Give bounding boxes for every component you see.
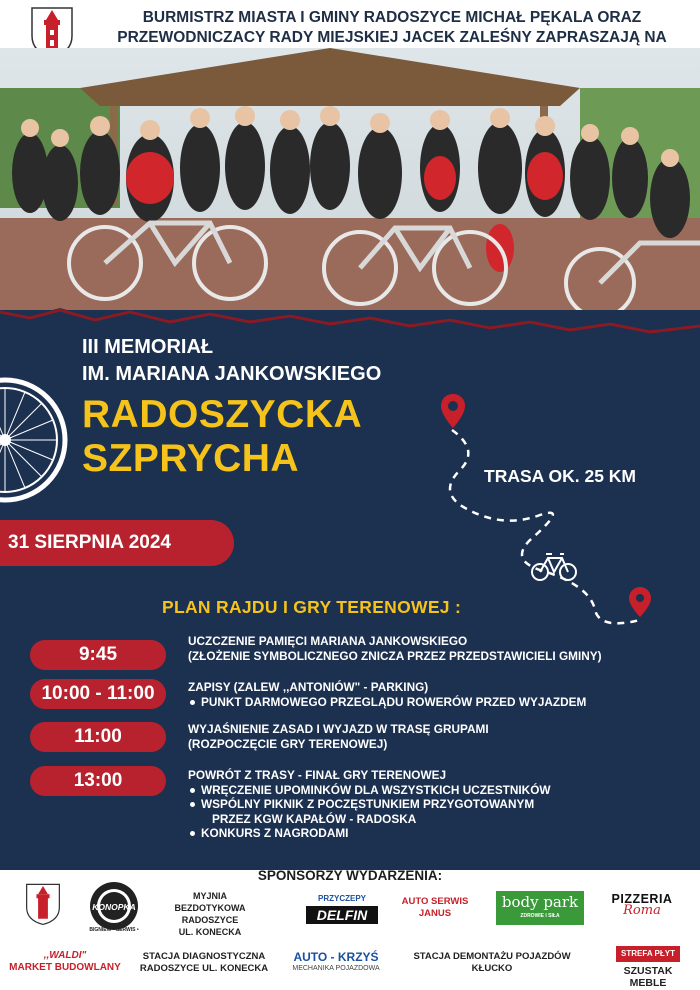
sponsor-line: STACJA DIAGNOSTYCZNA: [142, 951, 266, 962]
sponsor-line: MYJNIA BEZDOTYKOWA: [174, 891, 246, 913]
pizzeria-sub: Roma: [623, 903, 661, 918]
auto-krzys-sub: MECHANIKA POJAZDOWA: [292, 965, 380, 972]
sponsor-line: UL. KONECKA: [178, 927, 242, 937]
bicycle-wheel-icon: [0, 375, 70, 505]
pizzeria-label: PIZZERIA: [611, 892, 673, 906]
bodypark-label: body park: [501, 893, 579, 911]
schedule-bullet: PUNKT DARMOWEGO PRZEGLĄDU ROWERÓW PRZED WYJAZDEM: [188, 695, 586, 710]
schedule-text: WYJAŚNIENIE ZASAD I WYJAZD W TRASĘ GRUPAMI: [188, 722, 489, 736]
route-length: TRASA OK. 25 KM: [484, 466, 637, 486]
schedule-item: [188, 634, 602, 663]
konopka-text: KONOPKA: [92, 902, 136, 912]
delfin-top: PRZYCZEPY: [317, 894, 366, 903]
sponsor-delfin: [306, 893, 378, 924]
sponsor-stacja-diagnostyczna: [138, 951, 270, 975]
memorial-line-1: III MEMORIAŁ: [82, 336, 214, 358]
schedule-text: (ZŁOŻENIE SYMBOLICZNEGO ZNICZA PRZEZ PRZEDSTAWICIELI GMINY): [188, 648, 602, 663]
sponsor-myjnia: [158, 890, 262, 938]
sponsor-stacja-demontazu: [404, 951, 580, 975]
town-crest-icon: [25, 882, 61, 926]
sponsor-line: JANUS: [418, 908, 452, 919]
memorial-heading: [82, 334, 381, 388]
schedule-bullet-continuation: PRZEZ KGW KAPAŁÓW - RADOSKA: [212, 811, 417, 826]
bicycle-icon: [532, 554, 576, 580]
sponsor-waldi: [4, 950, 126, 974]
title-line-1: RADOSZYCKA: [82, 393, 363, 436]
event-date: 31 SIERPNIA 2024: [0, 520, 234, 566]
title-line-2: SZPRYCHA: [82, 437, 300, 480]
schedule-bullet: KONKURS Z NAGRODAMI: [188, 826, 551, 841]
sponsor-line: KŁUCKO: [471, 963, 513, 974]
schedule-item: [188, 768, 551, 841]
time-badge: 10:00 - 11:00: [30, 679, 166, 709]
sponsors-heading: SPONSORZY WYDARZENIA:: [257, 868, 443, 883]
schedule-bullet: WRĘCZENIE UPOMINKÓW DLA WSZYSTKICH UCZESTNIKÓW: [188, 783, 551, 798]
sponsor-bodypark: [496, 891, 584, 925]
waldi-sub: MARKET BUDOWLANY: [9, 962, 121, 973]
sponsor-pizzeria: [604, 893, 680, 917]
route-path: [430, 420, 670, 640]
map-pin-icon: [629, 587, 651, 617]
header-invitation: [92, 8, 692, 48]
schedule-item: [188, 722, 489, 751]
schedule-item: [188, 680, 586, 709]
time-badge: 11:00: [30, 722, 166, 752]
schedule-text: (ROZPOCZĘCIE GRY TERENOWEJ): [188, 736, 388, 751]
sponsor-konopka-logo: [88, 880, 140, 932]
sponsor-szustak: [606, 946, 690, 989]
header-line-1: BURMISTRZ MIASTA I GMINY RADOSZYCE MICHAŁ PĘKALA ORAZ: [142, 9, 642, 26]
delfin-label: DELFIN: [306, 906, 378, 924]
time-badge: 9:45: [30, 640, 166, 670]
sponsor-line: RADOSZYCE UL. KONECKA: [139, 963, 269, 974]
schedule-text: ZAPISY (ZALEW ,,ANTONIÓW" - PARKING): [188, 680, 429, 694]
sponsor-line: RADOSZYCE: [181, 915, 239, 925]
header-line-2: PRZEWODNICZACY RADY MIEJSKIEJ JACEK ZALEŚNY ZAPRASZAJĄ NA: [117, 29, 667, 46]
auto-krzys-label: AUTO - KRZYŚ: [293, 950, 379, 964]
schedule-text: UCZCZENIE PAMIĘCI MARIANA JANKOWSKIEGO: [188, 634, 468, 648]
plan-heading: PLAN RAJDU I GRY TERENOWEJ :: [162, 597, 462, 617]
sponsor-line: STACJA DEMONTAŻU POJAZDÓW: [413, 951, 571, 962]
schedule-text: POWRÓT Z TRASY - FINAŁ GRY TERENOWEJ: [188, 768, 447, 782]
konopka-ring-text: BIGNIEW • SERWIS •: [89, 927, 139, 933]
szustak-label: SZUSTAK MEBLE: [623, 965, 673, 989]
strefa-label: STREFA PŁYT: [616, 946, 680, 962]
event-title: [82, 393, 362, 481]
sponsor-auto-krzys: [286, 951, 386, 975]
sponsor-line: AUTO SERWIS: [401, 896, 469, 907]
time-badge: 13:00: [30, 766, 166, 796]
waldi-label: ,,WALDI": [43, 950, 87, 961]
memorial-line-2: IM. MARIANA JANKOWSKIEGO: [82, 363, 382, 385]
sponsor-janus: [400, 896, 470, 920]
schedule-bullet: WSPÓLNY PIKNIK Z POCZĘSTUNKIEM PRZYGOTOWANYM: [188, 797, 551, 812]
bodypark-sub: ZDROWIE I SIŁA: [520, 913, 560, 919]
